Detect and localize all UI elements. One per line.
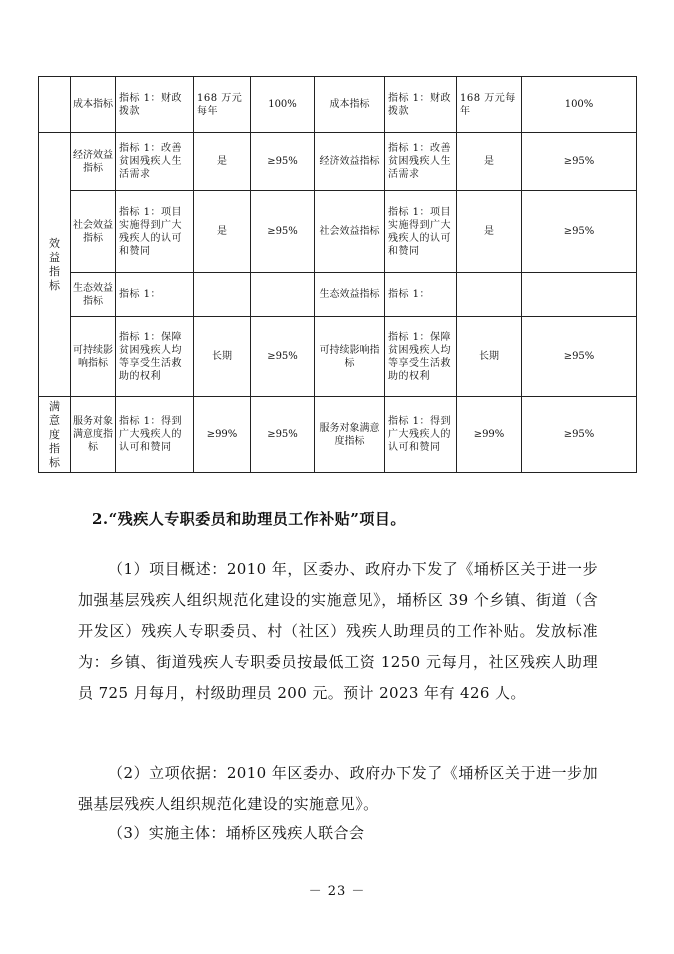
table-cell: 长期: [194, 317, 251, 397]
table-cell: 指标 1：改善贫困残疾人生活需求: [116, 133, 194, 191]
section-heading: 2.“残疾人专职委员和助理员工作补贴”项目。: [92, 510, 406, 528]
table-cell: 100%: [251, 77, 315, 133]
table-cell: ≥99%: [194, 397, 251, 473]
table-cell: 经济效益指标: [315, 133, 385, 191]
table-cell: 指标 1：财政拨款: [385, 77, 457, 133]
table-row-satisfaction: [39, 397, 637, 473]
table-cell: 是: [457, 191, 522, 273]
table-cell: ≥95%: [251, 317, 315, 397]
paragraph-implementer: （3）实施主体：埇桥区残疾人联合会: [108, 824, 365, 842]
table-cell: [39, 77, 71, 133]
table-row-sustainable: [39, 317, 637, 397]
satisfaction-group-label: 满意度指标: [39, 397, 71, 473]
table-cell: 是: [194, 191, 251, 273]
table-cell: 指标 1：保障贫困残疾人均等享受生活救助的权利: [116, 317, 194, 397]
table-cell: 是: [194, 133, 251, 191]
table-cell: [251, 273, 315, 317]
table-cell: 指标 1：: [116, 273, 194, 317]
table-cell: [522, 273, 637, 317]
table-cell: 成本指标: [71, 77, 116, 133]
table-cell: 可持续影响指标: [71, 317, 116, 397]
table-row-social: [39, 191, 637, 273]
paragraph-basis: （2）立项依据：2010 年区委办、政府办下发了《埇桥区关于进一步加强基层残疾人组织规范化建设的实施意见》。: [78, 764, 598, 813]
table-row-economic: [39, 133, 637, 191]
benefit-group-label: 效益指标: [39, 133, 71, 397]
table-cell: ≥95%: [522, 317, 637, 397]
table-cell: ≥95%: [522, 397, 637, 473]
table-cell: 指标 1：项目实施得到广大残疾人的认可和赞同: [116, 191, 194, 273]
table-cell: 指标 1：项目实施得到广大残疾人的认可和赞同: [385, 191, 457, 273]
table-cell: [457, 273, 522, 317]
table-cell: ≥95%: [251, 397, 315, 473]
table-cell: 生态效益指标: [315, 273, 385, 317]
table-cell: [194, 273, 251, 317]
table-cell: 经济效益指标: [71, 133, 116, 191]
table-cell: 服务对象满意度指标: [71, 397, 116, 473]
table-cell: 168 万元每年: [194, 77, 251, 133]
table-cell: ≥95%: [522, 191, 637, 273]
page-number: － 23 －: [308, 884, 366, 899]
table-cell: 指标 1：改善贫困残疾人生活需求: [385, 133, 457, 191]
table-cell: 社会效益指标: [71, 191, 116, 273]
table-cell: 指标 1：得到广大残疾人的认可和赞同: [116, 397, 194, 473]
table-cell: 服务对象满意度指标: [315, 397, 385, 473]
table-cell: 长期: [457, 317, 522, 397]
table-cell: 可持续影响指标: [315, 317, 385, 397]
table-cell: 168 万元每年: [457, 77, 522, 133]
table-cell: 100%: [522, 77, 637, 133]
paragraph-overview: （1）项目概述：2010 年，区委办、政府办下发了《埇桥区关于进一步加强基层残疾人组织规范化建设的实施意见》，埇桥区 39 个乡镇、街道（含开发区）残疾人专职委员、村（社区）残疾人助理员的工作补贴。发放标准为：乡镇、街道残疾人专职委员按最低工资 1250 元每月，社区残疾人助理员 725 月每月，村级助理员 200 元。预计 2023 年有 426 人。: [78, 560, 598, 702]
table-cell: 是: [457, 133, 522, 191]
table-cell: 生态效益指标: [71, 273, 116, 317]
table-cell: 指标 1：保障贫困残疾人均等享受生活救助的权利: [385, 317, 457, 397]
table-row-cost: [39, 77, 637, 133]
table-cell: 指标 1：得到广大残疾人的认可和赞同: [385, 397, 457, 473]
table-cell: 指标 1：财政拨款: [116, 77, 194, 133]
performance-indicator-table: [38, 76, 637, 473]
table-row-ecological: [39, 273, 637, 317]
table-cell: ≥99%: [457, 397, 522, 473]
table-cell: 成本指标: [315, 77, 385, 133]
table-cell: ≥95%: [522, 133, 637, 191]
table-cell: ≥95%: [251, 191, 315, 273]
table-cell: ≥95%: [251, 133, 315, 191]
table-cell: 指标 1：: [385, 273, 457, 317]
table-cell: 社会效益指标: [315, 191, 385, 273]
